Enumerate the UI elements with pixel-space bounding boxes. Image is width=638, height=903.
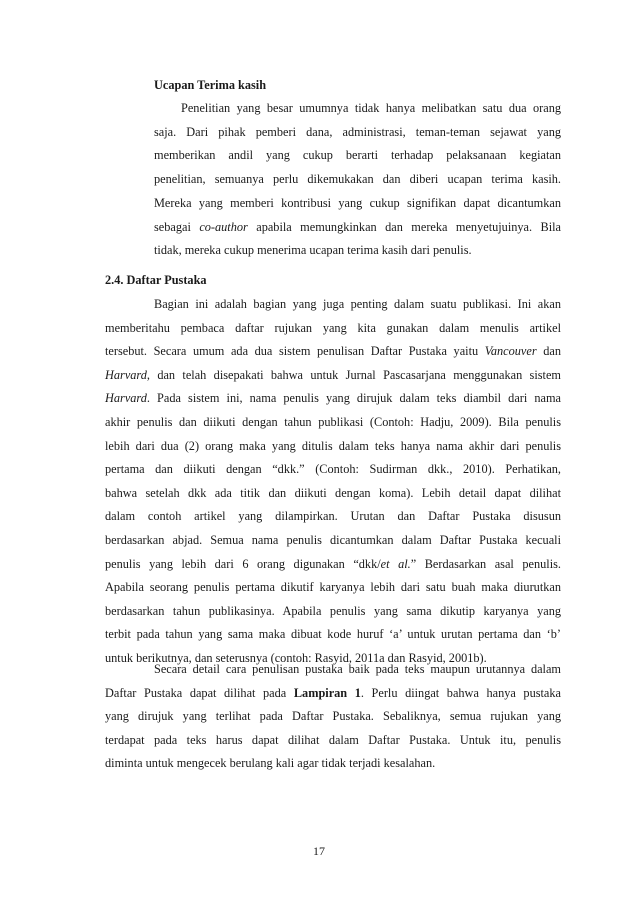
text-line: terdapat pada teks harus dapat dilihat dalam Daftar Pustaka. Untuk itu, penulis [105, 732, 561, 747]
text-line: lebih dari dua (2) orang maka yang ditulis dalam teks hanya nama akhir dari penulis [105, 438, 561, 453]
text-line: Penelitian yang besar umumnya tidak hanya melibatkan satu dua orang [181, 101, 561, 115]
italic-term: Harvard [105, 391, 147, 406]
text-line: terbit pada tahun yang sama maka dibuat kode huruf ‘a’ untuk urutan pertama dan ‘b’ [105, 627, 561, 642]
text-line: Apabila seorang penulis pertama dikutif karyanya lebih dari satu buah maka diurutkan [105, 580, 561, 595]
text-line: berdasarkan abjad. Semua nama penulis dicantumkan dalam Daftar Pustaka kecuali [105, 533, 561, 547]
text-line: penelitian, semuanya perlu dikemukakan dan diberi ucapan terima kasih. [154, 172, 561, 187]
page-number: 17 [313, 844, 325, 858]
text-line: Harvard. Pada sistem ini, nama penulis yang dirujuk dalam teks diambil dari nama [105, 391, 561, 406]
text-line: akhir penulis dan diikuti dengan tahun publikasi (Contoh: Hadju, 2009). Bila penulis [105, 415, 561, 429]
text-line: diminta untuk mengecek berulang kali agar tidak terjadi kesalahan. [105, 756, 436, 771]
text-line: pertama dan diikuti dengan “dkk.” (Contoh: Sudirman dkk., 2010). Perhatikan, [105, 462, 561, 477]
text-line: memberitahu pembaca daftar rujukan yang kita gunakan dalam menulis artikel [105, 320, 561, 335]
text-line: Bagian ini adalah bagian yang juga penting dalam suatu publikasi. Ini akan [154, 297, 561, 311]
text-line: tersebut. Secara umum ada dua sistem penulisan Daftar Pustaka yaitu Vancouver dan [105, 344, 561, 359]
text-line: Secara detail cara penulisan pustaka baik pada teks maupun urutannya dalam [154, 662, 561, 676]
text-line: untuk berikutnya, dan seterusnya (contoh: Rasyid, 2011a dan Rasyid, 2001b). [105, 651, 487, 665]
text-line: Daftar Pustaka dapat dilihat pada Lampiran 1. Perlu diingat bahwa hanya pustaka [105, 685, 561, 700]
text-line: dalam contoh artikel yang dilampirkan. Urutan dan Daftar Pustaka disusun [105, 509, 561, 524]
text-line: tidak, mereka cukup menerima ucapan terima kasih dari penulis. [154, 243, 472, 258]
section-heading-ucapan: Ucapan Terima kasih [154, 78, 267, 92]
italic-term: Vancouver [484, 344, 537, 359]
text-line: sebagai co-author apabila memungkinkan dan mereka menyetujuinya. Bila [154, 219, 561, 234]
text-line: saja. Dari pihak pemberi dana, administrasi, teman-teman sejawat yang [154, 124, 561, 139]
text-line: yang dirujuk yang terlihat pada Daftar Pustaka. Sebaliknya, semua rujukan yang [105, 709, 561, 724]
text-line: Harvard, dan telah disepakati bahwa untuk Jurnal Pascasarjana menggunakan sistem [105, 367, 561, 382]
italic-term: co-author [199, 219, 248, 234]
text-line: Mereka yang memberi kontribusi yang cukup signifikan dapat dicantumkan [154, 195, 561, 210]
italic-term: Harvard [105, 367, 147, 382]
bold-term: Lampiran 1 [293, 685, 361, 700]
text-line: berdasarkan tahun publikasinya. Apabila penulis yang sama dikutip karyanya yang [105, 603, 561, 618]
section-heading-daftar-pustaka: 2.4. Daftar Pustaka [105, 273, 207, 287]
text-line: bahwa setelah dkk ada titik dan diikuti dengan koma). Lebih detail dapat dilihat [105, 485, 561, 500]
italic-term: et al. [380, 556, 411, 571]
text-line: penulis yang lebih dari 6 orang digunakan “dkk/et al.” Berdasarkan asal penulis. [105, 556, 561, 571]
text-line: memberikan andil yang cukup berarti terhadap pelaksanaan kegiatan [154, 148, 561, 163]
